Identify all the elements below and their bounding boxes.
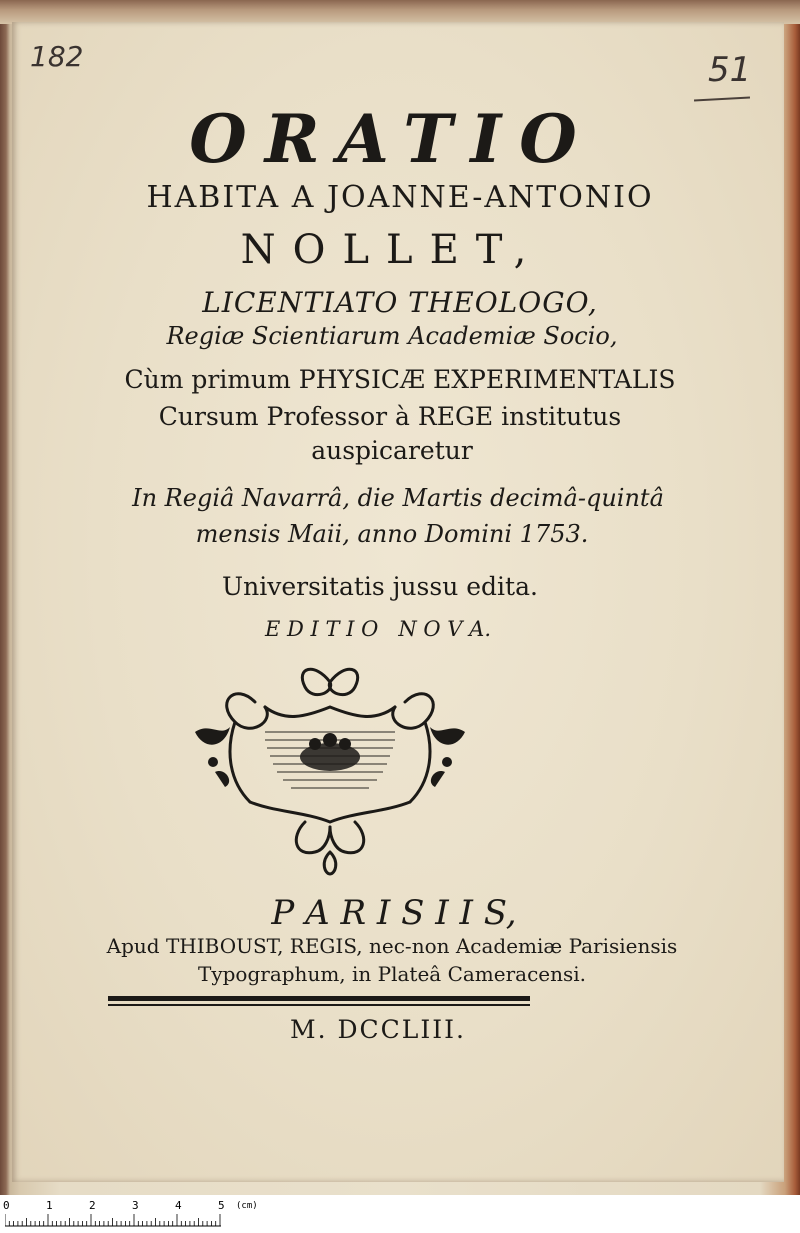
scale-label-5: 5 xyxy=(218,1199,225,1212)
scale-label-3: 3 xyxy=(132,1199,139,1212)
licentiato-theologo: LICENTIATO THEOLOGO, xyxy=(202,286,598,319)
scale-label-0: 0 xyxy=(3,1199,10,1212)
imprint-rule-thin xyxy=(108,1004,530,1006)
cum-primum-line-2: Cursum Professor à REGE institutus xyxy=(158,402,622,431)
scale-label-1: 1 xyxy=(46,1199,53,1212)
printers-ornament xyxy=(195,662,465,877)
imprint-apud-line-1: Apud THIBOUST, REGIS, nec-non Academiæ Parisiensis xyxy=(106,934,678,958)
regiae-scientiarum: Regiæ Scientiarum Academiæ Socio, xyxy=(166,322,618,350)
imprint-rule-thick xyxy=(108,996,530,1001)
imprint-apud-line-2: Typographum, in Plateâ Cameracensi. xyxy=(197,962,587,986)
imprint-parisiis: P A R I S I I S, xyxy=(271,893,517,933)
imprint-date: M. DCCLIII. xyxy=(290,1015,466,1044)
in-regia-line-1: In Regiâ Navarrâ, die Martis decimâ-quintâ xyxy=(132,484,664,512)
marginalia-page-number-left: 182 xyxy=(30,40,84,73)
in-regia-line-2: mensis Maii, anno Domini 1753. xyxy=(195,520,589,548)
scale-label-2: 2 xyxy=(89,1199,96,1212)
book-top-edge xyxy=(0,0,800,24)
cum-primum-line-3: auspicaretur xyxy=(311,436,473,465)
scale-ruler xyxy=(5,1213,223,1227)
title-oratio: ORATIO xyxy=(189,100,595,178)
marginalia-page-number-right: 51 xyxy=(708,50,752,90)
editio-nova: E D I T I O N O V A. xyxy=(264,617,491,641)
cum-primum-line-1: Cùm primum PHYSICÆ EXPERIMENTALIS xyxy=(124,365,676,394)
line-habita: HABITA A JOANNE-ANTONIO xyxy=(146,180,654,215)
universitatis-jussu: Universitatis jussu edita. xyxy=(222,572,538,601)
scale-unit: (cm) xyxy=(236,1201,258,1211)
scale-label-4: 4 xyxy=(175,1199,182,1212)
author-name: NOLLET, xyxy=(240,227,544,273)
